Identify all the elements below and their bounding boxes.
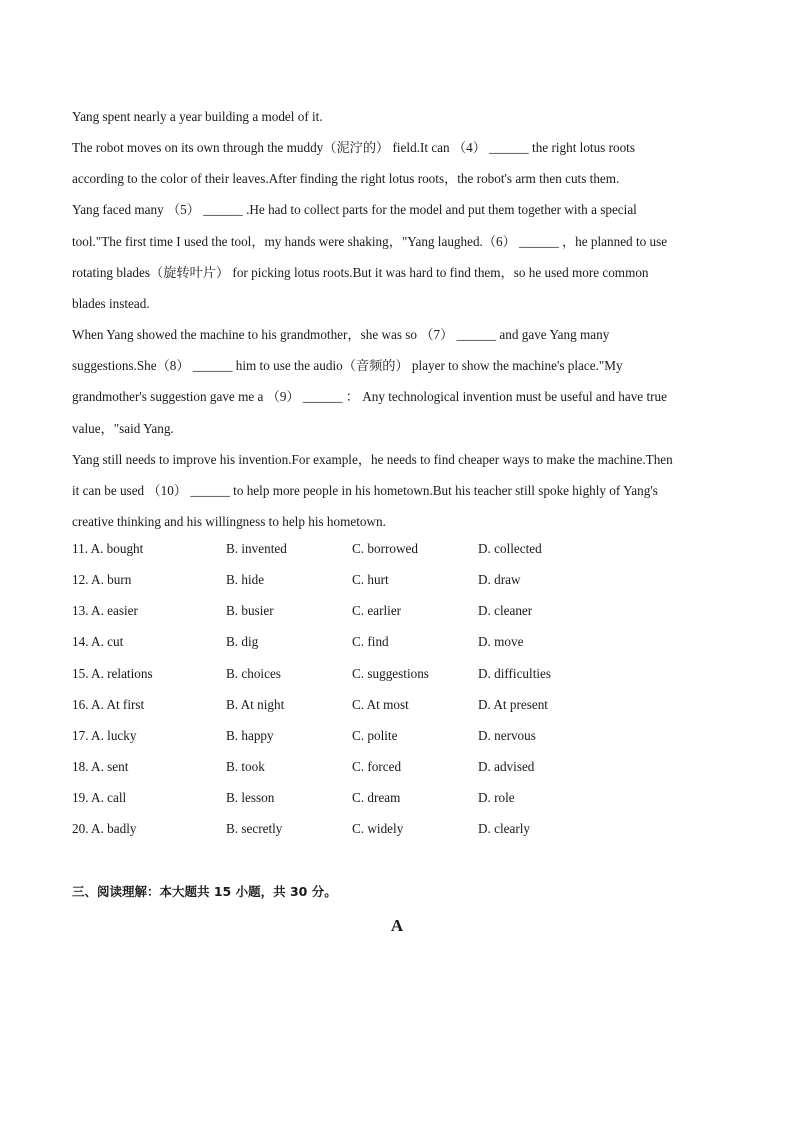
option-b: B. took [226,758,265,774]
option-a: 13. A. easier [72,603,138,619]
question-row-16 [72,689,722,720]
question-row-19 [72,782,722,813]
question-row-17 [72,720,722,751]
option-d: D. advised [478,758,535,774]
passage-line: When Yang showed the machine to his grandmother，she was so （7） ______ and gave Yang many [72,327,610,343]
passage-line: tool."The first time I used the tool，my hands were shaking，"Yang laughed.（6） ______ ，he planned to use [72,233,668,249]
passage-line: suggestions.She（8） ______ him to use the audio（音频的） player to show the machine's place."My [72,358,623,374]
option-b: B. lesson [226,790,275,806]
passage-line: value，"said Yang. [72,420,174,436]
passage-line: Yang faced many （5） ______ .He had to collect parts for the model and put them together with a special [72,202,637,218]
option-d: D. At present [478,696,548,712]
option-d: D. move [478,634,524,650]
option-a: 19. A. call [72,790,127,806]
option-d: D. cleaner [478,603,533,619]
passage-line: it can be used （10） ______ to help more people in his hometown.But his teacher still spoke highly of Yang's [72,482,658,498]
option-c: C. forced [352,758,402,774]
option-b: B. happy [226,727,274,743]
option-c: C. borrowed [352,541,418,556]
passage-line: blades instead. [72,295,150,311]
option-c: C. At most [352,696,409,712]
question-row-11 [72,533,722,564]
option-b: B. busier [226,603,274,619]
option-b: B. At night [226,696,285,712]
question-row-14 [72,626,722,657]
passage-line: creative thinking and his willingness to help his hometown. [72,514,386,530]
option-b: B. secretly [226,821,283,837]
option-d: D. nervous [478,727,536,743]
passage-line: rotating blades（旋转叶片） for picking lotus roots.But it was hard to find them，so he used more common [72,264,649,280]
answer-options-list [72,533,722,844]
option-a: 16. A. At first [72,696,145,712]
option-d: D. difficulties [478,665,552,681]
option-d: D. collected [478,541,542,556]
question-row-13 [72,595,722,626]
option-a: 15. A. relations [72,665,153,681]
passage-line: grandmother's suggestion gave me a （9） ______ ： Any technological invention must be useful and have true [72,389,667,405]
option-c: C. widely [352,821,404,837]
option-a: 20. A. badly [72,821,137,837]
option-a: 14. A. cut [72,634,124,650]
question-row-18 [72,751,722,782]
option-a: 18. A. sent [72,758,129,774]
option-b: B. dig [226,634,259,650]
passage-line: according to the color of their leaves.After finding the right lotus roots，the robot's arm then cuts them. [72,171,620,187]
question-row-12 [72,564,722,595]
passage-line: Yang spent nearly a year building a model of it. [72,109,323,124]
option-a: 12. A. burn [72,572,132,588]
section-heading: 三、阅读理解：本大题共 15 小题，共 30 分。 [72,884,337,899]
option-d: D. draw [478,572,521,588]
option-a: 11. A. bought [72,541,144,556]
cloze-passage [72,101,722,537]
passage-line: Yang still needs to improve his invention.For example，he needs to find cheaper ways to make the machine.Then [72,451,673,467]
option-c: C. find [352,634,389,650]
passage-line: The robot moves on its own through the muddy（泥泞的） field.It can （4） ______ the right lotus roots [72,140,635,156]
option-a: 17. A. lucky [72,727,137,743]
option-d: D. clearly [478,821,530,837]
option-c: C. suggestions [352,665,429,681]
option-d: D. role [478,790,515,806]
option-c: C. earlier [352,603,402,619]
question-row-15 [72,658,722,689]
question-row-20 [72,813,722,844]
option-b: B. choices [226,665,281,681]
option-b: B. hide [226,572,265,588]
option-c: C. hurt [352,572,389,588]
option-b: B. invented [226,541,287,556]
subsection-title: A [390,916,404,935]
option-c: C. dream [352,790,401,806]
option-c: C. polite [352,727,398,743]
